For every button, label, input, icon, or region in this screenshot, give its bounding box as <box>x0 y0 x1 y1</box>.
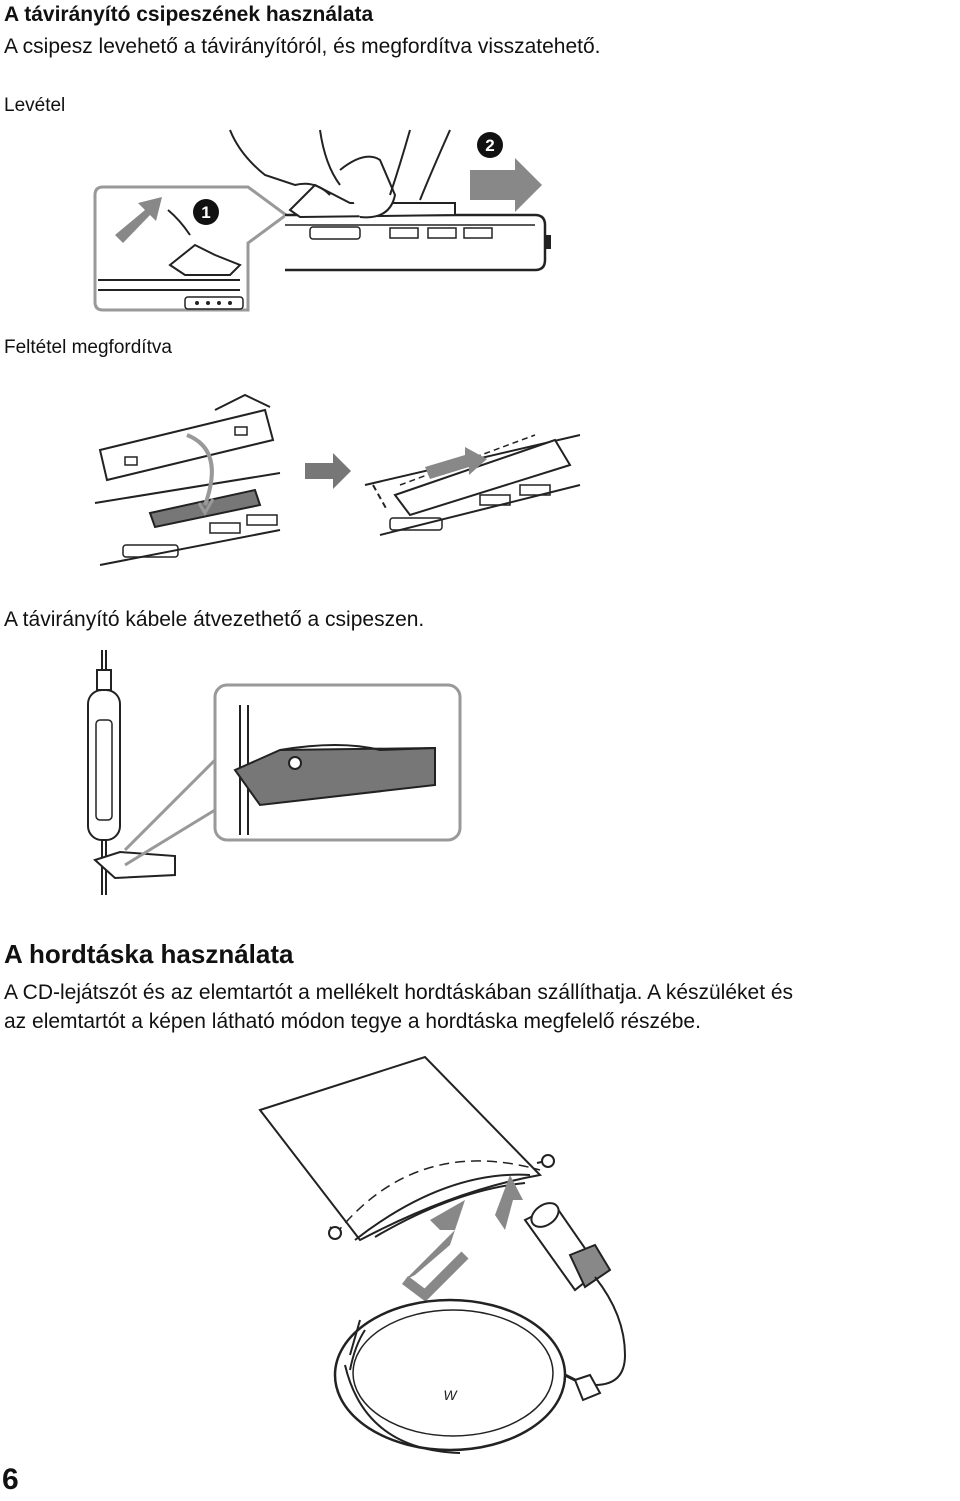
case-paragraph-line1: A CD-lejátszót és az elemtartót a mellékelt hordtáskában szállíthatja. A készüléket és <box>4 981 794 1004</box>
section-title-clip: A távirányító csipeszének használata <box>4 3 374 26</box>
clip-removal-illustration <box>90 125 560 320</box>
section-intro: A csipesz levehető a távirányítóról, és megfordítva visszatehető. <box>4 35 601 58</box>
cable-caption: A távirányító kábele átvezethető a csipeszen. <box>4 608 425 631</box>
walkman-logo-icon: W <box>443 1387 457 1403</box>
step-2-badge: 2 <box>485 136 495 155</box>
step-1-badge: 1 <box>201 203 211 222</box>
removal-caption: Levétel <box>4 95 66 116</box>
clip-reattach-illustration <box>95 395 580 575</box>
page-number: 6 <box>2 1463 19 1496</box>
carrying-case-illustration <box>255 1055 645 1465</box>
cable-clip-illustration <box>80 650 470 895</box>
reattach-caption: Feltétel megfordítva <box>4 337 172 358</box>
case-paragraph-line2: az elemtartót a képen látható módon tegye a hordtáska megfelelő részébe. <box>4 1010 701 1033</box>
section-title-case: A hordtáska használata <box>4 939 294 969</box>
